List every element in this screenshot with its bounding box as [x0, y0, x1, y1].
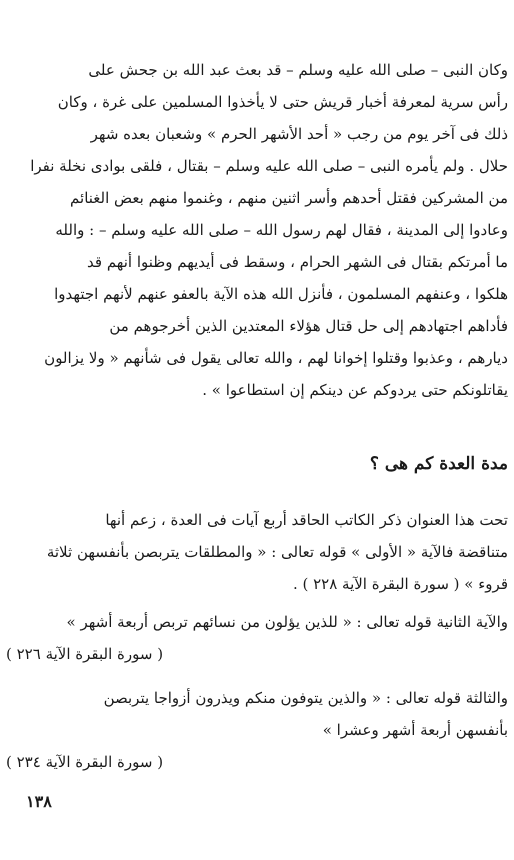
text-line: من المشركين فقتل أحدهم وأسر اثنين منهم ، وغنموا منهم بعض الغنائم — [70, 189, 508, 207]
text-line: ( سورة البقرة الآية ٢٢٦ ) — [6, 645, 164, 663]
section-heading: مدة العدة كم هى ؟ — [369, 454, 508, 474]
text-line: ديارهم ، وعذبوا وقتلوا إخوانا لهم ، والله تعالى يقول فى شأنهم « ولا يزالون — [44, 349, 508, 367]
text-line: فأداهم اجتهادهم إلى حل قتال هؤلاء المعتدين الذين أخرجوهم من — [109, 317, 508, 335]
text-line: هلكوا ، وعنفهم المسلمون ، فأنزل الله هذه الآية بالعفو عنهم لأنهم اجتهدوا — [54, 285, 508, 303]
text-line: والآية الثانية قوله تعالى : « للذين يؤلون من نسائهم تربص أربعة أشهر » — [66, 613, 508, 631]
text-line: بأنفسهن أربعة أشهر وعشرا » — [322, 721, 508, 739]
text-line: متناقضة فالآية « الأولى » قوله تعالى : « والمطلقات يتربصن بأنفسهن ثلاثة — [46, 543, 508, 561]
text-line: والثالثة قوله تعالى : « والذين يتوفون منكم ويذرون أزواجا يتربصن — [103, 689, 508, 707]
text-line: ذلك فى آخر يوم من رجب « أحد الأشهر الحرم » وشعبان بعده شهر — [90, 125, 508, 143]
text-line: قروء » ( سورة البقرة الآية ٢٢٨ ) . — [292, 575, 508, 593]
text-line: يقاتلونكم حتى يردوكم عن دينكم إن استطاعوا » . — [202, 381, 508, 399]
text-line: وكان النبى – صلى الله عليه وسلم – قد بعث عبد الله بن جحش على — [88, 61, 508, 79]
text-line: ما أمرتكم بقتال فى الشهر الحرام ، وسقط فى أيديهم وظنوا أنهم قد — [87, 253, 508, 271]
page-number: ١٣٨ — [26, 792, 52, 811]
text-line: رأس سرية لمعرفة أخبار قريش حتى لا يأخذوا المسلمين على غرة ، وكان — [57, 93, 508, 111]
text-line: تحت هذا العنوان ذكر الكاتب الحاقد أربع آيات فى العدة ، زعم أنها — [105, 511, 508, 529]
text-line: وعادوا إلى المدينة ، فقال لهم رسول الله – صلى الله عليه وسلم – : والله — [55, 221, 508, 239]
text-line: حلال . ولم يأمره النبى – صلى الله عليه وسلم – بقتال ، فلقى بوادى نخلة نفرا — [30, 157, 508, 175]
text-line: ( سورة البقرة الآية ٢٣٤ ) — [6, 753, 164, 771]
